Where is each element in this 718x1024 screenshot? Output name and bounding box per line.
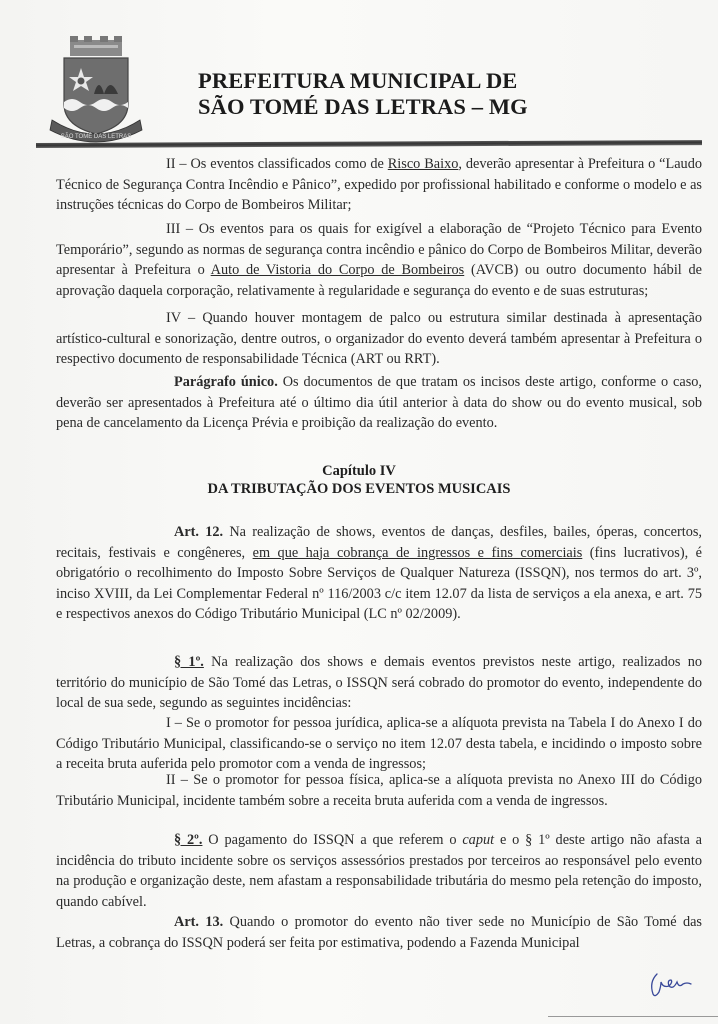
- paragraph-2-text: O pagamento do ISSQN a que referem o: [202, 832, 463, 848]
- paragraph-inciso-iii: [56, 219, 702, 301]
- chapter-number: Capítulo IV: [322, 463, 396, 479]
- article-12-underlined: em que haja cobrança de ingressos e fins comerciais: [252, 544, 583, 561]
- inciso-ii-suffix: , deverão apresentar à Prefeitura o “Laudo Técnico de Segurança Contra Incêndio e Pânico”, expedido por profissional habilitado e conforme o modelo e as instruções técnicas do Corpo de Bombeiros Militar;: [56, 156, 702, 213]
- coat-of-arms-icon: [46, 36, 146, 144]
- inciso-ii-underlined: Risco Baixo: [387, 156, 459, 172]
- paragraph-2-label: § 2º.: [174, 832, 203, 848]
- inciso-iii-suffix: (AVCB) ou outro documento hábil de aprovação daquela corporação, relativamente à regularidade e segurança do evento e de suas estruturas;: [56, 262, 702, 299]
- inciso-iii-text: III – Os eventos para os quais for exigível a elaboração de “Projeto Técnico para Evento Temporário”, segundo as normas de segurança contra incêndio e pânico do Corpo de Bombeiros Militar, deverão apresentar à Prefeitura o: [56, 221, 702, 278]
- article-13-text: Quando o promotor do evento não tiver sede no Município de São Tomé das Letras, a cobrança do ISSQN poderá ser feita por estimativa, podendo a Fazenda Municipal: [56, 914, 702, 951]
- article-12-suffix: (fins lucrativos), é obrigatório o recolhimento do Imposto Sobre Serviços de Qualquer Natureza (ISSQN), nos termos do art. 3º, inciso XVIII, da Lei Complementar Federal nº 116/2003 c/c item 12.07 da lista de serviços a ela anexa, e art. 75 e respectivos anexos do Código Tributário Municipal (LC nº 02/2009).: [56, 544, 702, 622]
- article-12-paragraph-2: [56, 830, 702, 912]
- paragraph-1-inciso-ii-text: II – Se o promotor for pessoa física, aplica-se a alíquota prevista no Anexo III do Código Tributário Municipal, incidente também sobre a receita bruta auferida com a venda de ingressos.: [56, 772, 702, 809]
- paragraph-1-label: § 1º.: [174, 654, 204, 670]
- paragraph-2-caput: caput: [462, 832, 495, 848]
- inciso-iv-text: IV – Quando houver montagem de palco ou estrutura similar destinada à apresentação artístico-cultural e sonorização, dentre outros, o organizador do evento deverá também apresentar à Prefeitura o respectivo documento de responsabilidade Técnica (ART ou RRT).: [56, 310, 702, 367]
- header-title-line1: PREFEITURA MUNICIPAL DE: [198, 68, 518, 93]
- inciso-iii-underlined: Auto de Vistoria do Corpo de Bombeiros: [210, 262, 465, 278]
- chapter-heading: [0, 462, 718, 498]
- coat-motto: SÃO TOMÉ DAS LETRAS: [60, 134, 132, 140]
- paragraph-2-suffix: e o § 1º deste artigo não afasta a incidência do tributo incidente sobre os serviços assessórios prestados por terceiros ao responsável pelo evento na produção e organização deste, nem afastam a responsabilidade tributária do mesmo pela retenção do imposto, quando cabível.: [56, 832, 703, 910]
- article-13-label: Art. 13.: [174, 914, 224, 930]
- paragraph-inciso-iv: [56, 308, 702, 370]
- paragraph-paragrafo-unico: [56, 372, 702, 434]
- paragraph-1-inciso-i-text: I – Se o promotor for pessoa jurídica, aplica-se a alíquota prevista na Tabela I do Anexo I do Código Tributário Municipal, classificando-se o serviço no item 12.07 desta tabela, e incidindo o imposto sobre a receita bruta auferida pelo promotor com a venda de ingressos;: [56, 715, 702, 772]
- article-12-paragraph-1: [56, 652, 702, 714]
- paragrafo-unico-label: Parágrafo único.: [174, 374, 278, 390]
- signature-icon: [647, 970, 697, 1000]
- article-12-text: Na realização de shows, eventos de danças, desfiles, bailes, óperas, concertos, recitais, festivais e congêneres,: [56, 524, 703, 561]
- paragraph-1-text: Na realização dos shows e demais eventos previstos neste artigo, realizados no território do município de São Tomé das Letras, o ISSQN será cobrado do promotor do evento, independente do local de sua sede, segundo as seguintes incidências:: [56, 654, 703, 711]
- paragrafo-unico-text: Os documentos de que tratam os incisos deste artigo, conforme o caso, deverão ser apresentados à Prefeitura até o último dia útil anterior à data do show ou do evento musical, sob pena de cancelamento da Licença Prévia e proibição da realização do evento.: [56, 374, 703, 431]
- paragraph-1-inciso-i: [56, 713, 702, 775]
- chapter-title: DA TRIBUTAÇÃO DOS EVENTOS MUSICAIS: [207, 481, 511, 497]
- header-title-line2: SÃO TOMÉ DAS LETRAS – MG: [198, 94, 528, 119]
- article-12: [56, 522, 702, 625]
- header-title: [198, 68, 528, 120]
- article-12-label: Art. 12.: [174, 524, 224, 540]
- paragraph-inciso-ii: [56, 154, 702, 216]
- inciso-ii-text: II – Os eventos classificados como de: [166, 156, 388, 172]
- footer-divider: [548, 1016, 718, 1017]
- paragraph-1-inciso-ii: [56, 770, 702, 811]
- article-13: [56, 912, 702, 953]
